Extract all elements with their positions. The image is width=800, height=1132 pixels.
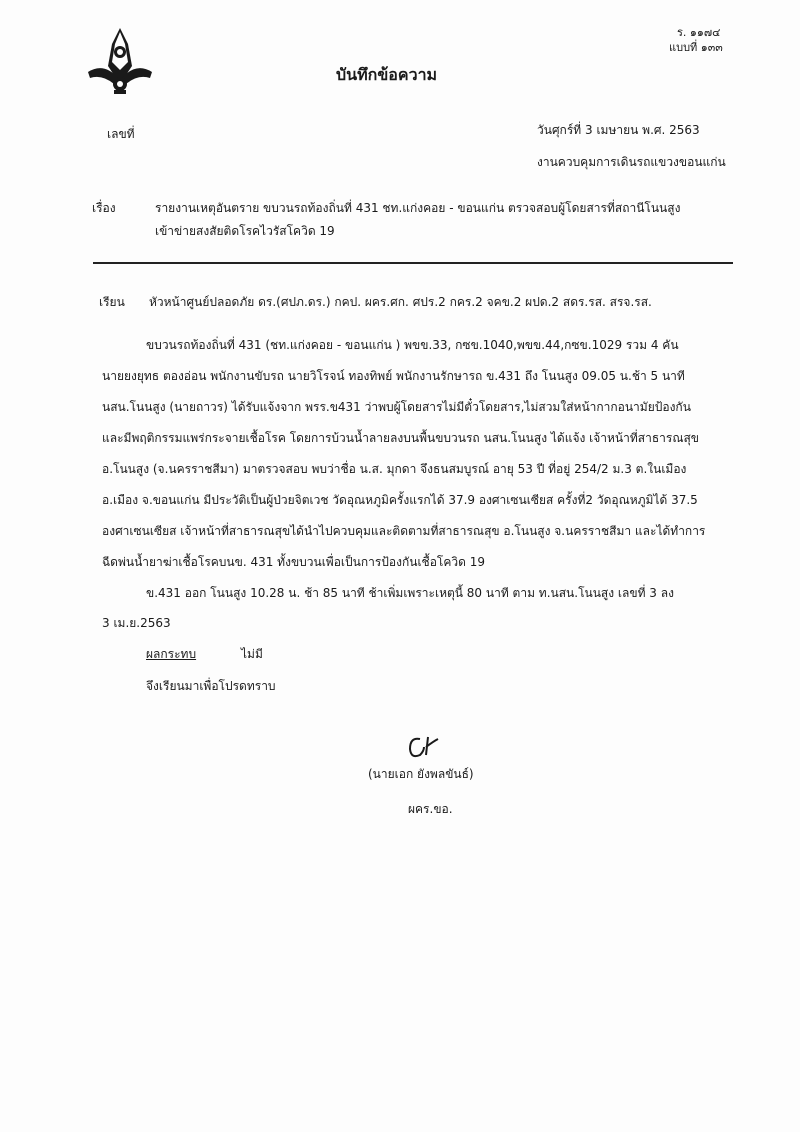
closing-text: จึงเรียนมาเพื่อโปรดทราบ [146,679,276,693]
subject-line: รายงานเหตุอันตราย ขบวนรถท้องถิ่นที่ 431 ชท.แก่งคอย - ขอนแก่น ตรวจสอบผู้โดยสารที่สถานีโนนสูง [155,201,681,215]
signature-icon [404,733,444,763]
subject-label: เรื่อง [92,201,116,215]
divider [93,262,733,264]
body-line: องศาเซนเซียส เจ้าหน้าที่สาธารณสุขได้นำไปควบคุมและติดตามที่สาธารณสุข อ.โนนสูง จ.นครราชสีมา และได้ทำการ [102,524,706,538]
body-line: 3 เม.ย.2563 [102,616,171,630]
document-number-label: เลขที่ [107,127,135,141]
impact-label: ผลกระทบ [146,647,197,661]
signatory-position: ผคร.ขอ. [408,802,453,816]
department: งานควบคุมการเดินรถแขวงขอนแก่น [537,155,726,169]
body-line: ขบวนรถท้องถิ่นที่ 431 (ชท.แก่งคอย - ขอนแก่น ) พขข.33, กซข.1040,พขข.44,กซข.1029 รวม 4 คัน [146,338,679,352]
recipient: หัวหน้าศูนย์ปลอดภัย ดร.(ศปภ.ดร.) กคป. ผคร.ศก. ศปร.2 กคร.2 จคข.2 ผปด.2 สดร.รส. สรจ.รส. [149,295,652,309]
body-paragraph [102,337,726,585]
form-number: ร. ๑๑๗๔ [677,26,721,39]
body-line: นายยงยุทธ ตองอ่อน พนักงานขับรถ นายวิโรจน์ ทองทิพย์ พนักงานรักษารถ ข.431 ถึง โนนสูง 09.05 น.ช้า 5 นาที [102,369,685,383]
form-type: แบบที่ ๑๓๓ [669,41,723,54]
document-date: วันศุกร์ที่ 3 เมษายน พ.ศ. 2563 [537,123,700,137]
impact-value: ไม่มี [241,647,263,661]
body-line: อ.เมือง จ.ขอนแก่น มีประวัติเป็นผู้ป่วยจิตเวช วัดอุณหภูมิครั้งแรกได้ 37.9 องศาเซนเซียส ครั้งที่2 วัดอุณหภูมิได้ 37.5 [102,493,698,507]
signatory-name: (นายเอก ยังพลขันธ์) [368,767,474,781]
railway-emblem-icon [84,22,156,100]
recipient-label: เรียน [99,295,125,309]
body-line: ฉีดพ่นน้ำยาฆ่าเชื้อโรคบนข. 431 ทั้งขบวนเพื่อเป็นการป้องกันเชื้อโควิด 19 [102,555,485,569]
body-line: นสน.โนนสูง (นายถาวร) ได้รับแจ้งจาก พรร.ข431 ว่าพบผู้โดยสารไม่มีตั๋วโดยสาร,ไม่สวมใส่หน้ากากอนามัยป้องกัน [102,400,691,414]
body-line: และมีพฤติกรรมแพร่กระจายเชื้อโรค โดยการบ้วนน้ำลายลงบนพื้นขบวนรถ นสน.โนนสูง ได้แจ้ง เจ้าหน้าที่สาธารณสุข [102,431,700,445]
body-line: อ.โนนสูง (จ.นครราชสีมา) มาตรวจสอบ พบว่าชื่อ น.ส. มุกดา จึงธนสมบูรณ์ อายุ 53 ปี ที่อยู่ 254/2 ม.3 ต.ในเมือง [102,462,687,476]
body-line: ข.431 ออก โนนสูง 10.28 น. ช้า 85 นาที ช้าเพิ่มเพราะเหตุนี้ 80 นาที ตาม ท.นสน.โนนสูง เลขที่ 3 ลง [146,586,674,600]
page-title: บันทึกข้อความ [336,65,438,84]
subject-line: เข้าข่ายสงสัยติดโรคไวรัสโควิด 19 [155,224,335,238]
